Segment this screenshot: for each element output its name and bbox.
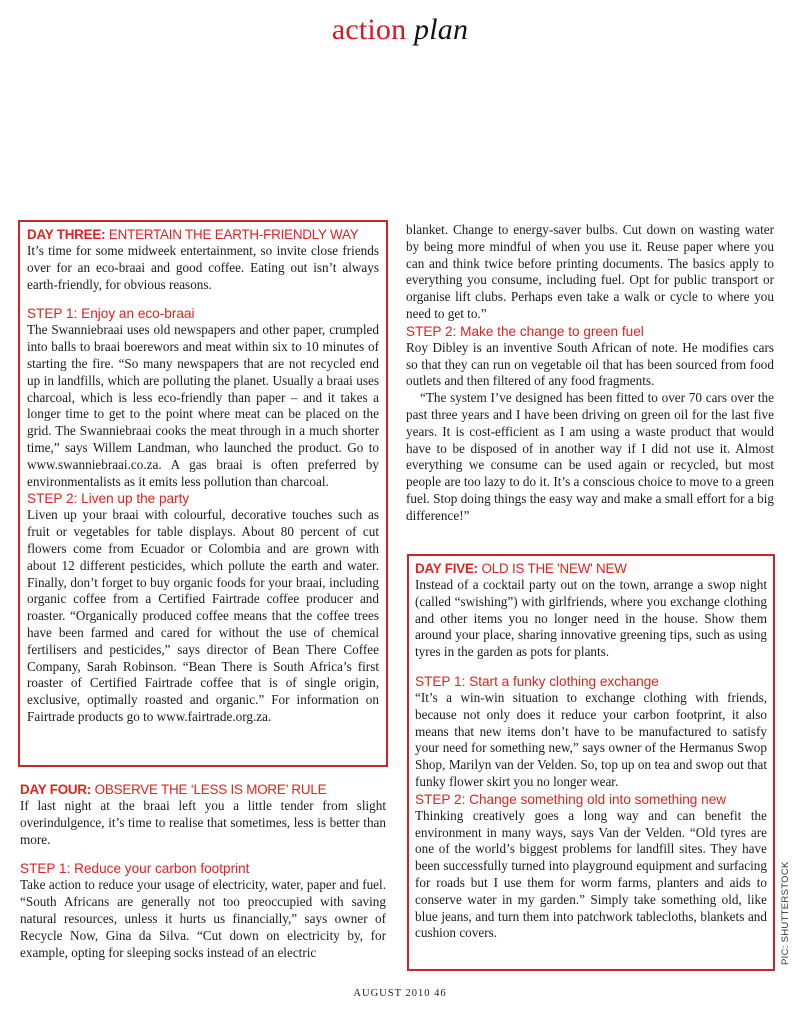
day-three-step-2-text: Liven up your braai with colourful, decorative touches such as fruit or vegetables for table displays. About 80 percent of cut flowers come from Ecuador or Colombia and are grown with about 12 different pesticides, which pollute the earth and water. Finally, don’t forget to buy organic foods for your braai, including organic coffee from a Certified Fairtrade coffee producer and roaster. “Organically produced coffee means that the coffee trees have been farmed and cared for without the use of chemical fertilisers and pesticides,” says director of Bean There Coffee Company, Sarah Robinson. “Bean There is South Africa’s first roaster of Certified Fairtrade coffee that is of single origin, exclusive, optimally roasted and organic.” For information on Fairtrade products go to www.fairtrade.org.za.: [27, 507, 379, 724]
day-five-section: [415, 560, 767, 942]
masthead-plan: plan: [414, 13, 469, 46]
day-four-intro: If last night at the braai left you a little tender from slight overindulgence, it’s time to realise that sometimes, less is better than more.: [20, 798, 386, 847]
photo-credit: PIC: SHUTTERSTOCK: [780, 861, 791, 965]
day-five-intro: Instead of a cocktail party out on the town, arrange a swop night (called “swishing”) with girlfriends, where you exchange clothing and other items you no longer need in the house. Show them around your place, sharing innovative greening tips, such as using tyres in the garden as pots for plants.: [415, 577, 767, 660]
day-five-label: DAY FIVE:: [415, 561, 478, 576]
page-footer: AUGUST 2010 46: [353, 988, 447, 999]
day-three-section: [27, 226, 379, 726]
day-four-step-1-text-part1: Take action to reduce your usage of electricity, water, paper and fuel. “South Africans are generally not too preoccupied with saving natural resources, unless it hurts us financially,” says owner of Recycle Now, Gina da Silva. “Cut down on electricity by, for example, opting for sleeping socks instead of an electric: [20, 877, 386, 960]
day-five-step-1-heading: STEP 1: Start a funky clothing exchange: [415, 673, 659, 689]
day-three-heading: [27, 226, 379, 243]
day-four-step-2-heading: STEP 2: Make the change to green fuel: [406, 323, 644, 339]
day-three-step-1-text: The Swanniebraai uses old newspapers and other paper, crumpled into balls to braai boerewors and meat within six to 10 minutes of starting the fire. “So many newspapers that are not recycled end up in landfills, which are polluting the planet. Usually a braai uses charcoal, which is less eco-friendly than paper – and it takes a longer time to get to the point where meat can be placed on the grid. The Swanniebraai cooks the meat through in a much shorter time,” says Willem Landman, who launched the product. Go to www.swanniebraai.co.za. A gas braai is often preferred by environmentalists as it emits less pollution than charcoal.: [27, 322, 379, 489]
day-three-step-1-heading: STEP 1: Enjoy an eco-braai: [27, 306, 195, 322]
day-five-step-2-text: Thinking creatively goes a long way and can benefit the environment in many ways, says Van der Velden. “Old tyres are one of the world’s biggest problems for landfill sites. They have been successfully turned into playground equipment and surfacing for roads but I use them for worm farms, planters and aids to conserve water in my garden.” Simply take something old, like blue jeans, and turn them into patchwork tablecloths, blankets and cushion covers.: [415, 807, 767, 941]
day-three-title: ENTERTAIN THE EARTH-FRIENDLY WAY: [108, 227, 359, 242]
day-four-label: DAY FOUR:: [20, 782, 92, 797]
day-five-step-2-heading: STEP 2: Change something old into something new: [415, 791, 727, 807]
day-three-intro: It’s time for some midweek entertainment, so invite close friends over for an eco-braai and good coffee. Eating out isn’t always earth-friendly, for obvious reasons.: [27, 243, 379, 292]
day-four-step-2-text: Roy Dibley is an inventive South African of note. He modifies cars so that they can run on vegetable oil that has been sourced from food outlets and then filtered of any food fragments.: [406, 339, 774, 389]
day-four-heading: [20, 781, 386, 798]
day-four-section: [20, 781, 386, 961]
day-three-step-2-heading: STEP 2: Liven up the party: [27, 491, 190, 507]
day-four-title: OBSERVE THE ‘LESS IS MORE’ RULE: [94, 782, 327, 797]
masthead-action: action: [331, 13, 407, 46]
day-four-continued: [406, 222, 774, 525]
page-masthead: [0, 12, 800, 48]
day-five-step-1-text: “It’s a win-win situation to exchange clothing with friends, because not only does it reduce your carbon footprint, it also means that new items don’t have to be manufactured to satisfy your need for something new,” says owner of the Hermanus Swop Shop, Marilyn van der Velden. So, top up on tea and swop out that funky flower skirt you no longer wear.: [415, 689, 767, 789]
day-five-title: OLD IS THE 'NEW' NEW: [481, 561, 627, 576]
day-four-step-1-heading: STEP 1: Reduce your carbon footprint: [20, 861, 250, 877]
day-four-step-2-quote: “The system I’ve designed has been fitted to over 70 cars over the past three years and I have been driving on green oil for the last five years. It is cost-efficient as I am using a waste product that would have to be disposed of in another way if I did not use it. Almost everything we consume can be used again or recycled, but most people are too lazy to do it. It’s a conscious choice to move to a green fuel. Stop doing things the easy way and make a small effort for a big difference!”: [406, 390, 774, 523]
day-four-step-1-text-part2: blanket. Change to energy-saver bulbs. Cut down on wasting water by being more mindful of when you use it. Reuse paper where you can and think twice before printing documents. The basics apply to everything you consume, including fuel. Opt for public transport or organise lift clubs. Perhaps even take a walk or cycle to where you need to get to.”: [406, 222, 774, 321]
day-five-heading: [415, 560, 767, 577]
day-three-label: DAY THREE:: [27, 227, 106, 242]
